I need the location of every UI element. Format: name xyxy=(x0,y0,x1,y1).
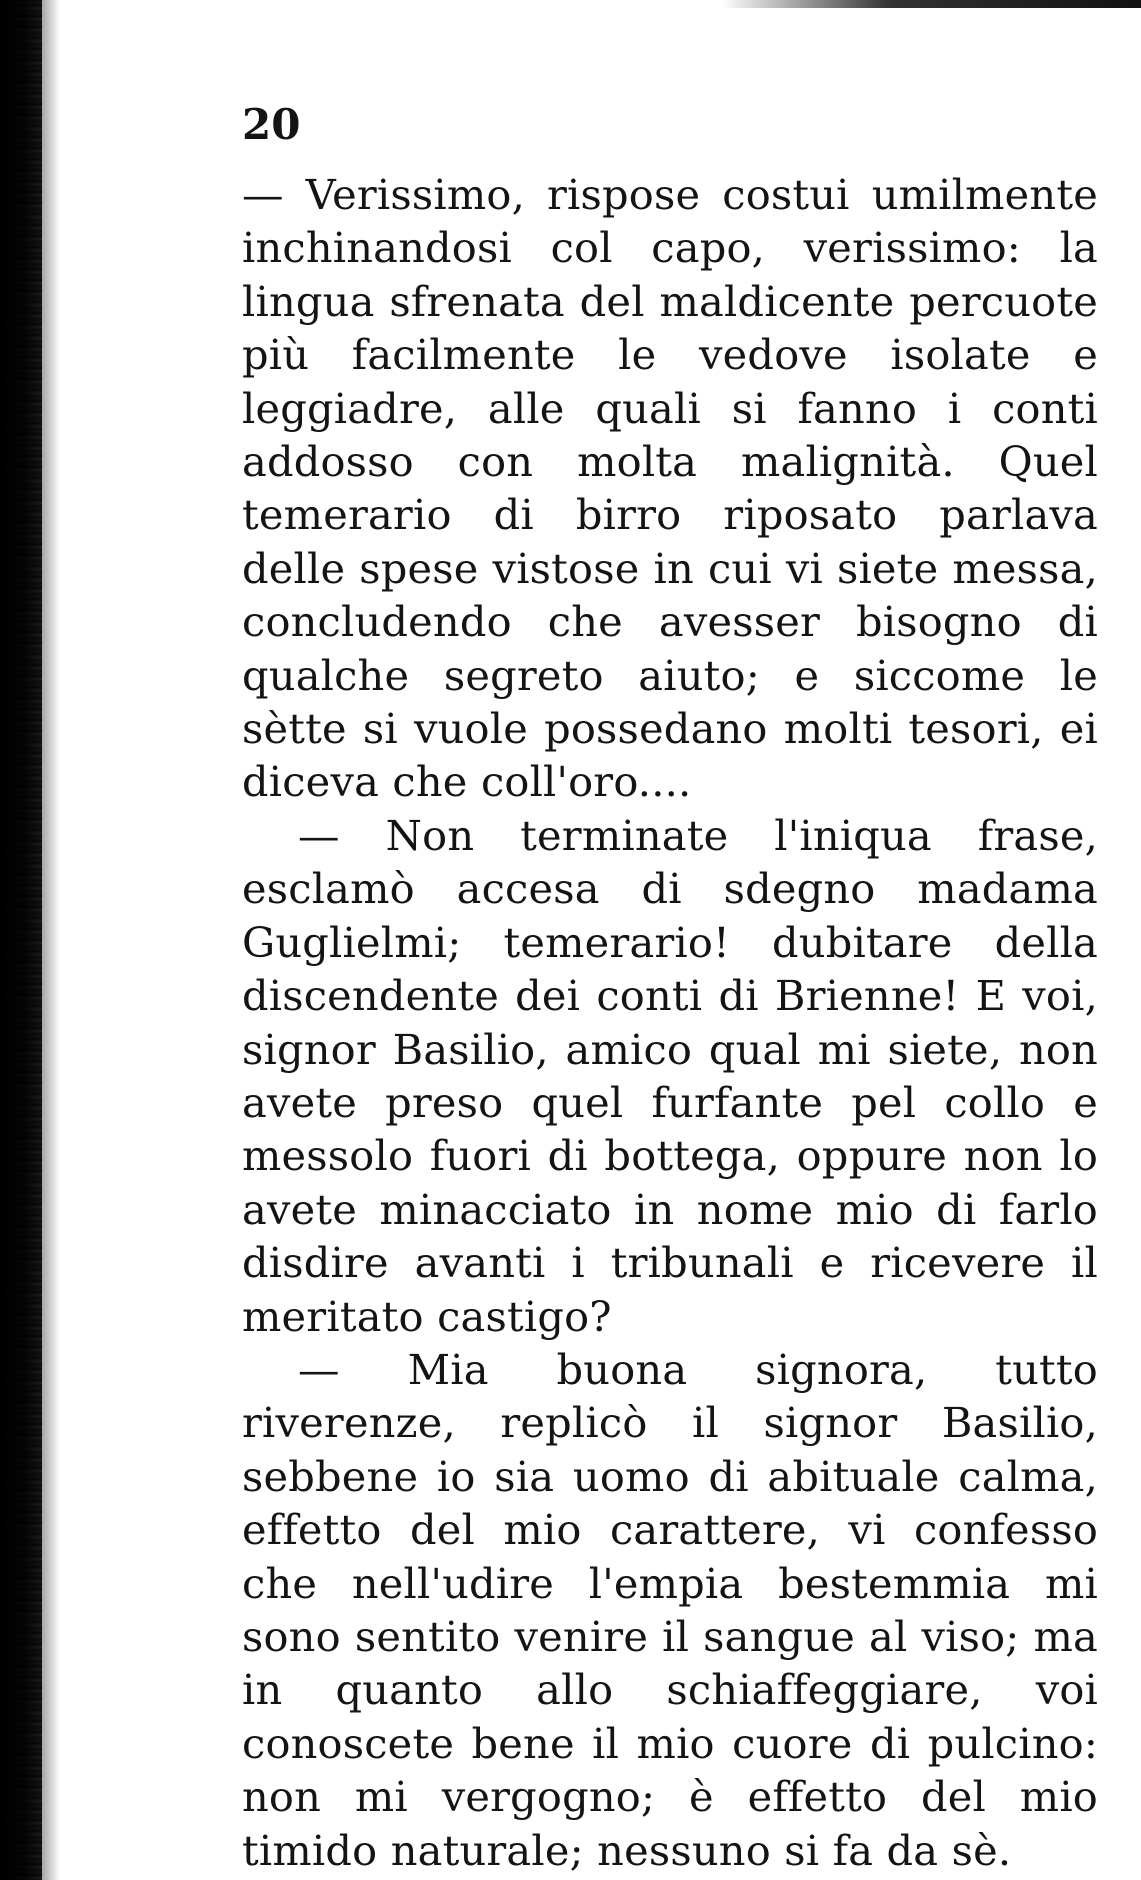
binding-edge xyxy=(0,0,42,1880)
page-body xyxy=(242,168,1098,1877)
page-number: 20 xyxy=(242,100,301,149)
top-scan-rule xyxy=(721,0,1141,8)
binding-shadow xyxy=(42,0,60,1880)
paragraph-3: — Mia buona signora, tutto riverenze, replicò il signor Basilio, sebbene io sia uomo di abituale calma, effetto del mio carattere, vi confesso che nell'udire l'empia bestemmia mi sono sentito venire il sangue al viso; ma in quanto allo schiaffeggiare, voi conoscete bene il mio cuore di pulcino: non mi vergogno; è effetto del mio timido naturale; nessuno si fa da sè. xyxy=(242,1344,1098,1875)
paragraph-2: — Non terminate l'iniqua frase, esclamò accesa di sdegno madama Guglielmi; temerario! dubitare della discendente dei conti di Brienne! E voi, signor Basilio, amico qual mi siete, non avete preso quel furfante pel collo e messolo fuori di bottega, oppure non lo avete minacciato in nome mio di farlo disdire avanti i tribunali e ricevere il meritato castigo? xyxy=(242,810,1098,1341)
paragraph-1: — Verissimo, rispose costui umilmente inchinandosi col capo, verissimo: la lingua sfrenata del maldicente percuote più facilmente le vedove isolate e leggiadre, alle quali si fanno i conti addosso con molta malignità. Quel temerario di birro riposato parlava delle spese vistose in cui vi siete messa, concludendo che avesser bisogno di qualche segreto aiuto; e siccome le sètte si vuole possedano molti tesori, ei diceva che coll'oro.... xyxy=(242,170,1098,807)
